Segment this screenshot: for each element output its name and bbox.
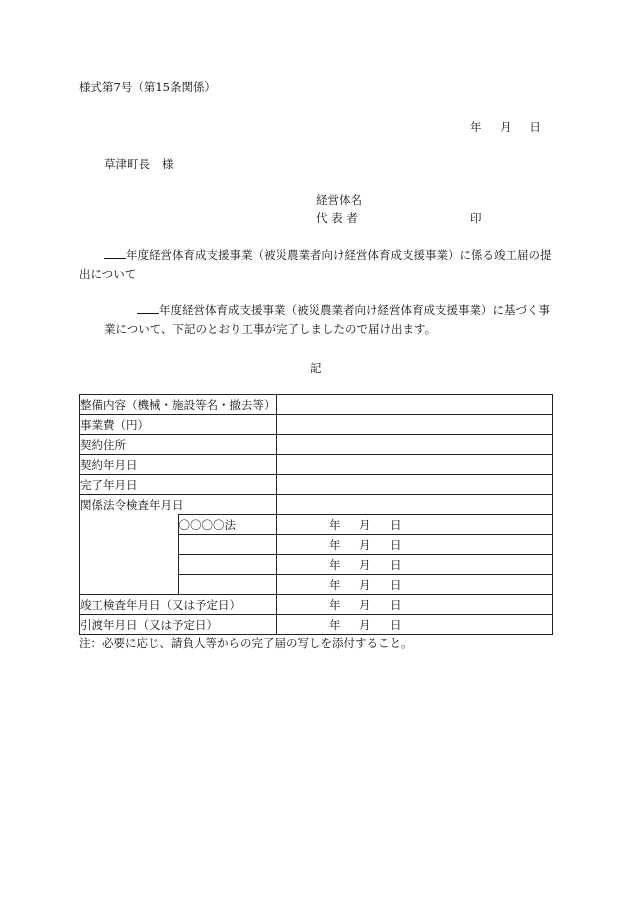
- row-label: 契約住所: [80, 435, 277, 455]
- row-value: [277, 415, 553, 435]
- year-blank: [104, 248, 126, 259]
- table-row: [80, 475, 553, 495]
- row-label: 事業費（円）: [80, 415, 277, 435]
- table-row: [80, 495, 553, 515]
- row-value: [277, 495, 553, 515]
- table-row: [80, 395, 553, 415]
- row-label: 契約年月日: [80, 455, 277, 475]
- table-row: [80, 455, 553, 475]
- submission-date: [470, 120, 541, 134]
- inspection-law: [178, 555, 277, 575]
- completion-inspection-label: 竣工検査年月日（又は予定日）: [80, 595, 277, 615]
- addressee-name: 草津町長: [104, 157, 150, 171]
- handover-label: 引渡年月日（又は予定日）: [80, 615, 277, 635]
- row-value: [277, 435, 553, 455]
- indent-gutter: [80, 515, 179, 595]
- table-row: [80, 595, 553, 615]
- footnote: 注：必要に応じ、請負人等からの完了届の写しを添付すること。: [79, 636, 413, 650]
- table-row: [80, 415, 553, 435]
- handover-date: 年 月 日: [277, 615, 553, 635]
- date-year: 年: [470, 120, 482, 134]
- completion-inspection-date: 年 月 日: [277, 595, 553, 615]
- table-row: [80, 515, 553, 535]
- row-label: 完了年月日: [80, 475, 277, 495]
- inspection-law: 〇〇〇〇法: [178, 515, 277, 535]
- form-header: 様式第7号（第15条関係）: [79, 80, 216, 94]
- inspection-law: [178, 535, 277, 555]
- inspection-header: 関係法令検査年月日: [80, 495, 277, 515]
- date-day: 日: [529, 120, 541, 134]
- inspection-date: 年 月 日: [277, 535, 553, 555]
- seal-mark: 印: [470, 211, 482, 225]
- entity-label: 経営体名: [316, 193, 362, 207]
- inspection-law: [178, 575, 277, 595]
- body-line-1: 年度経営体育成支援事業（被災農業者向け経営体育成支援事業）に基づく事: [137, 303, 550, 317]
- addressee-honorific: 様: [162, 157, 174, 171]
- completion-table: [79, 394, 553, 635]
- addressee: [104, 157, 174, 171]
- subject-line-2: 出について: [79, 267, 137, 281]
- row-label: 整備内容（機械・施設等名・撤去等）: [80, 395, 277, 415]
- subject-line-1: 年度経営体育成支援事業（被災農業者向け経営体育成支援事業）に係る竣工届の提: [104, 248, 552, 262]
- table-row: [80, 435, 553, 455]
- row-value: [277, 395, 553, 415]
- inspection-date: 年 月 日: [277, 575, 553, 595]
- inspection-date: 年 月 日: [277, 555, 553, 575]
- ki-heading: 記: [310, 361, 322, 375]
- row-value: [277, 475, 553, 495]
- inspection-date: 年 月 日: [277, 515, 553, 535]
- date-month: 月: [500, 120, 512, 134]
- table-row: [80, 615, 553, 635]
- body-line-2: 業について、下記のとおり工事が完了しましたので届け出ます。: [104, 322, 437, 336]
- year-blank: [137, 303, 159, 314]
- representative-label: 代 表 者: [316, 211, 358, 225]
- row-value: [277, 455, 553, 475]
